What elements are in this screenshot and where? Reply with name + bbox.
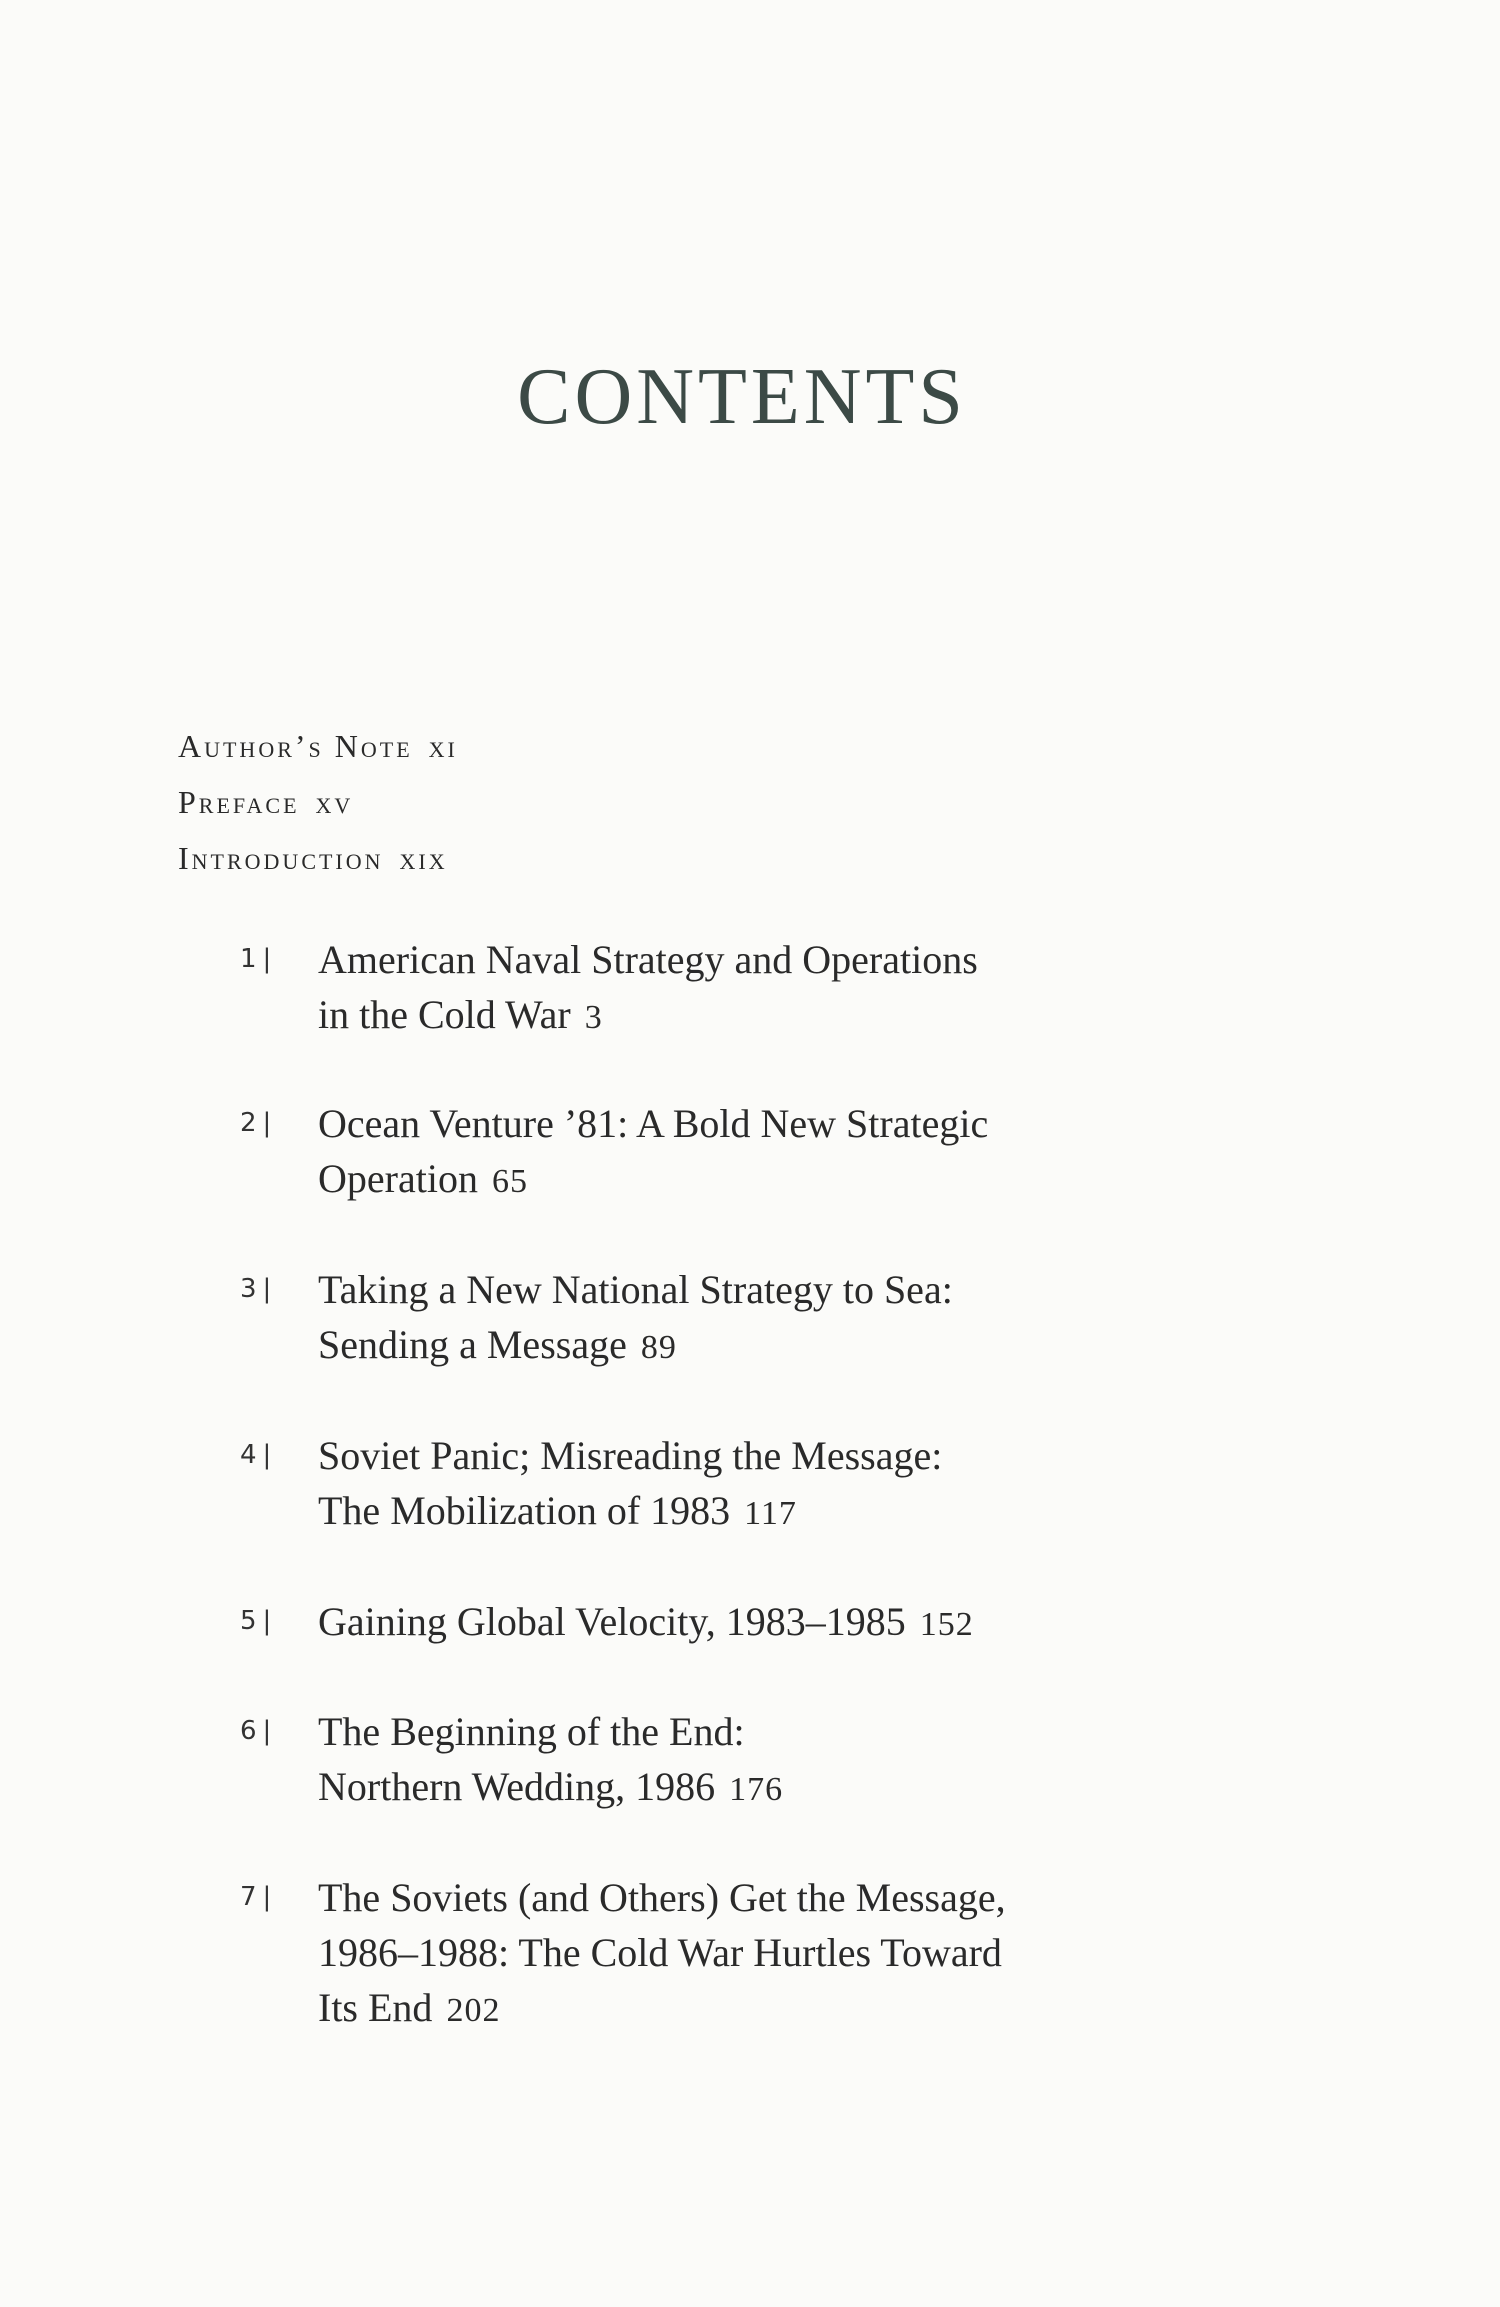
chapter-number: 1 |	[240, 944, 272, 974]
chapter-page: 3	[584, 999, 603, 1036]
chapter-page: 65	[491, 1163, 528, 1200]
chapter-title: Ocean Venture ’81: A Bold New Strategic Operation 65	[318, 1101, 989, 1201]
front-matter-list	[178, 718, 458, 886]
chapter-number: 3 |	[240, 1274, 272, 1304]
front-matter-page: xi	[428, 728, 458, 764]
front-matter-label: Author’s Note	[178, 728, 413, 764]
chapter-title: The Beginning of the End: Northern Wedding, 1986 176	[318, 1709, 784, 1809]
chapter-page: 176	[729, 1771, 784, 1808]
chapter-entry-7[interactable]	[0, 1870, 1138, 2038]
chapter-number: 5 |	[240, 1606, 272, 1636]
chapter-page: 117	[744, 1495, 797, 1532]
chapter-title: American Naval Strategy and Operations in the Cold War 3	[318, 937, 978, 1037]
chapter-number: 2 |	[240, 1108, 272, 1138]
chapter-separator: |	[262, 1716, 272, 1746]
chapter-separator: |	[262, 1108, 272, 1138]
chapter-number: 6 |	[240, 1716, 272, 1746]
chapter-entry-4[interactable]	[0, 1428, 1138, 1541]
chapter-number: 4 |	[240, 1440, 272, 1470]
chapter-entry-5[interactable]	[0, 1594, 1138, 1652]
front-matter-label: Introduction	[178, 840, 384, 876]
chapter-title: Taking a New National Strategy to Sea: Sending a Message 89	[318, 1267, 953, 1367]
chapter-page: 152	[919, 1606, 974, 1643]
chapter-entry-3[interactable]	[0, 1262, 1138, 1375]
chapter-entry-1[interactable]	[0, 932, 1138, 1045]
chapter-separator: |	[262, 1606, 272, 1636]
chapter-entry-6[interactable]	[0, 1704, 1138, 1817]
page-title: CONTENTS	[517, 353, 967, 441]
front-matter-item-authors-note[interactable]	[178, 718, 458, 774]
front-matter-item-introduction[interactable]	[178, 830, 458, 886]
front-matter-item-preface[interactable]	[178, 774, 458, 830]
chapter-page: 89	[640, 1329, 677, 1366]
chapter-separator: |	[262, 944, 272, 974]
chapter-number: 7 |	[240, 1882, 272, 1912]
front-matter-page: xv	[315, 784, 354, 820]
chapter-page: 202	[446, 1992, 501, 2029]
chapter-separator: |	[262, 1882, 272, 1912]
chapter-entry-2[interactable]	[0, 1096, 1138, 1209]
front-matter-page: xix	[399, 840, 448, 876]
chapter-title: The Soviets (and Others) Get the Message, 1986–1988: The Cold War Hurtles Toward Its End 202	[318, 1875, 1006, 2030]
chapter-separator: |	[262, 1440, 272, 1470]
front-matter-label: Preface	[178, 784, 300, 820]
chapter-separator: |	[262, 1274, 272, 1304]
chapter-title: Gaining Global Velocity, 1983–1985 152	[318, 1599, 974, 1644]
chapter-title: Soviet Panic; Misreading the Message: The Mobilization of 1983 117	[318, 1433, 943, 1533]
